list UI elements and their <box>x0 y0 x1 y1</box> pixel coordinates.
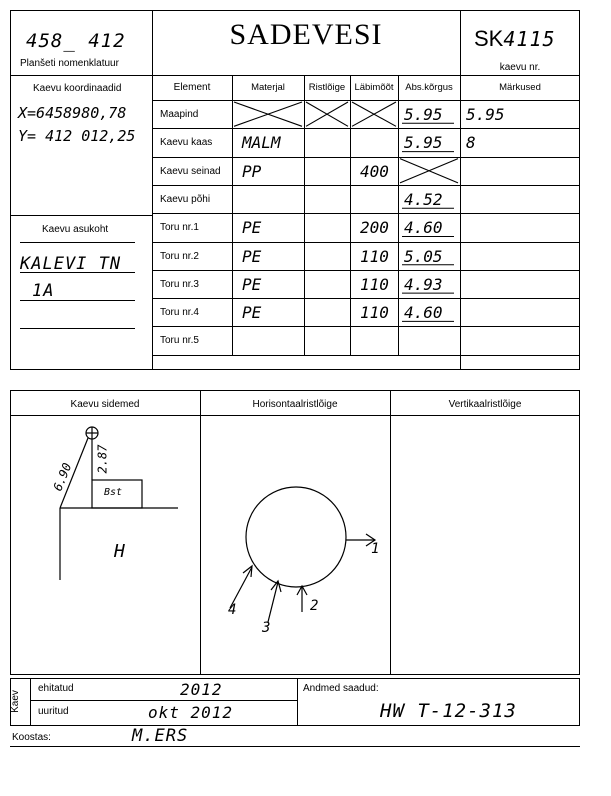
well-prefix: SK <box>474 26 504 51</box>
table-element-label: Toru nr.5 <box>160 335 199 347</box>
table-header-cell: Ristlõige <box>308 82 346 93</box>
sheet-value: 458_ 412 <box>26 30 126 52</box>
coord-x: X=6458980,78 <box>18 104 127 122</box>
table-cell-material: PE <box>242 274 262 294</box>
section-title-horizontal: Horisontaalristlõige <box>252 399 338 410</box>
section-title-links: Kaevu sidemed <box>70 399 140 410</box>
pipe-label-1: 1 <box>371 541 381 557</box>
section-title-vertical: Vertikaalristlõige <box>448 399 522 410</box>
table-cell-material: MALM <box>242 133 281 153</box>
table-header-cell: Läbimõõt <box>354 82 394 93</box>
tie-dim-1: 6.90 <box>50 460 75 494</box>
table-element-label: Kaevu seinad <box>160 165 221 177</box>
table-header-cell: Abs.kõrgus <box>405 82 453 93</box>
box-label: Bst <box>104 487 123 498</box>
tie-dim-2: 2.87 <box>95 444 110 474</box>
table-cell-abs: 4.60 <box>404 218 443 238</box>
divider <box>30 700 297 701</box>
surveyed-value: okt 2012 <box>148 703 234 722</box>
table-cell-diameter: 110 <box>360 274 389 294</box>
table-element-label: Toru nr.1 <box>160 222 199 234</box>
table-cell-notes: 8 <box>466 133 476 153</box>
divider <box>30 678 31 726</box>
location-line2: 1A <box>32 281 55 301</box>
sheet-label: Planšeti nomenklatuur <box>20 58 119 69</box>
divider <box>297 678 298 726</box>
table-cell-notes: 5.95 <box>466 105 505 124</box>
table-element-label: Toru nr.3 <box>160 278 199 290</box>
page-title: SADEVESI <box>229 18 383 51</box>
coords-label: Kaevu koordinaadid <box>33 83 122 94</box>
built-value: 2012 <box>180 680 223 699</box>
table-header-cell: Märkused <box>499 82 541 93</box>
pipe-label-2: 2 <box>310 598 320 614</box>
table-cell-abs: 4.93 <box>404 274 443 294</box>
well-label: kaevu nr. <box>499 62 541 73</box>
building-label: H <box>114 541 126 562</box>
location-line1: KALEVI TN <box>20 254 122 274</box>
table-header-cell: Materjal <box>251 82 285 93</box>
coord-y: Y= 412 012,25 <box>18 127 136 145</box>
table-cell-diameter: 110 <box>360 246 389 266</box>
pipe-label-3: 3 <box>262 620 272 636</box>
surveyed-label: uuritud <box>38 706 69 717</box>
well-number-value: 4115 <box>503 27 556 51</box>
table-element-label: Kaevu kaas <box>160 137 213 149</box>
well-circle <box>246 487 346 587</box>
table-element-label: Toru nr.2 <box>160 250 199 262</box>
table-cell-abs: 4.52 <box>404 189 443 209</box>
footer-side-label: Kaev <box>9 690 21 713</box>
table-cell-abs: 4.60 <box>404 303 443 323</box>
table-element-label: Kaevu põhi <box>160 193 211 205</box>
author-label: Koostas: <box>12 732 51 743</box>
location-label: Kaevu asukoht <box>42 224 109 235</box>
table-cell-abs: 5.95 <box>404 105 443 124</box>
source-label: Andmed saadud: <box>303 683 379 694</box>
table-cell-abs: 5.05 <box>404 246 443 266</box>
author-value: M.ERS <box>132 726 189 746</box>
table-cell-material: PE <box>242 303 262 323</box>
table-element-label: Maapind <box>160 109 199 120</box>
built-label: ehitatud <box>38 683 74 694</box>
table-cell-material: PE <box>242 218 262 238</box>
table-cell-material: PE <box>242 246 262 266</box>
table-cell-abs: 5.95 <box>404 133 443 153</box>
table-cell-diameter: 400 <box>360 161 389 181</box>
table-element-label: Toru nr.4 <box>160 307 199 319</box>
source-value: HW T-12-313 <box>380 700 517 722</box>
table-cell-diameter: 110 <box>360 303 389 323</box>
divider <box>10 746 580 747</box>
table-header-cell: Element <box>173 82 211 93</box>
table-cell-diameter: 200 <box>360 218 389 238</box>
table-cell-material: PP <box>242 161 262 181</box>
pipe-label-4: 4 <box>228 602 238 618</box>
